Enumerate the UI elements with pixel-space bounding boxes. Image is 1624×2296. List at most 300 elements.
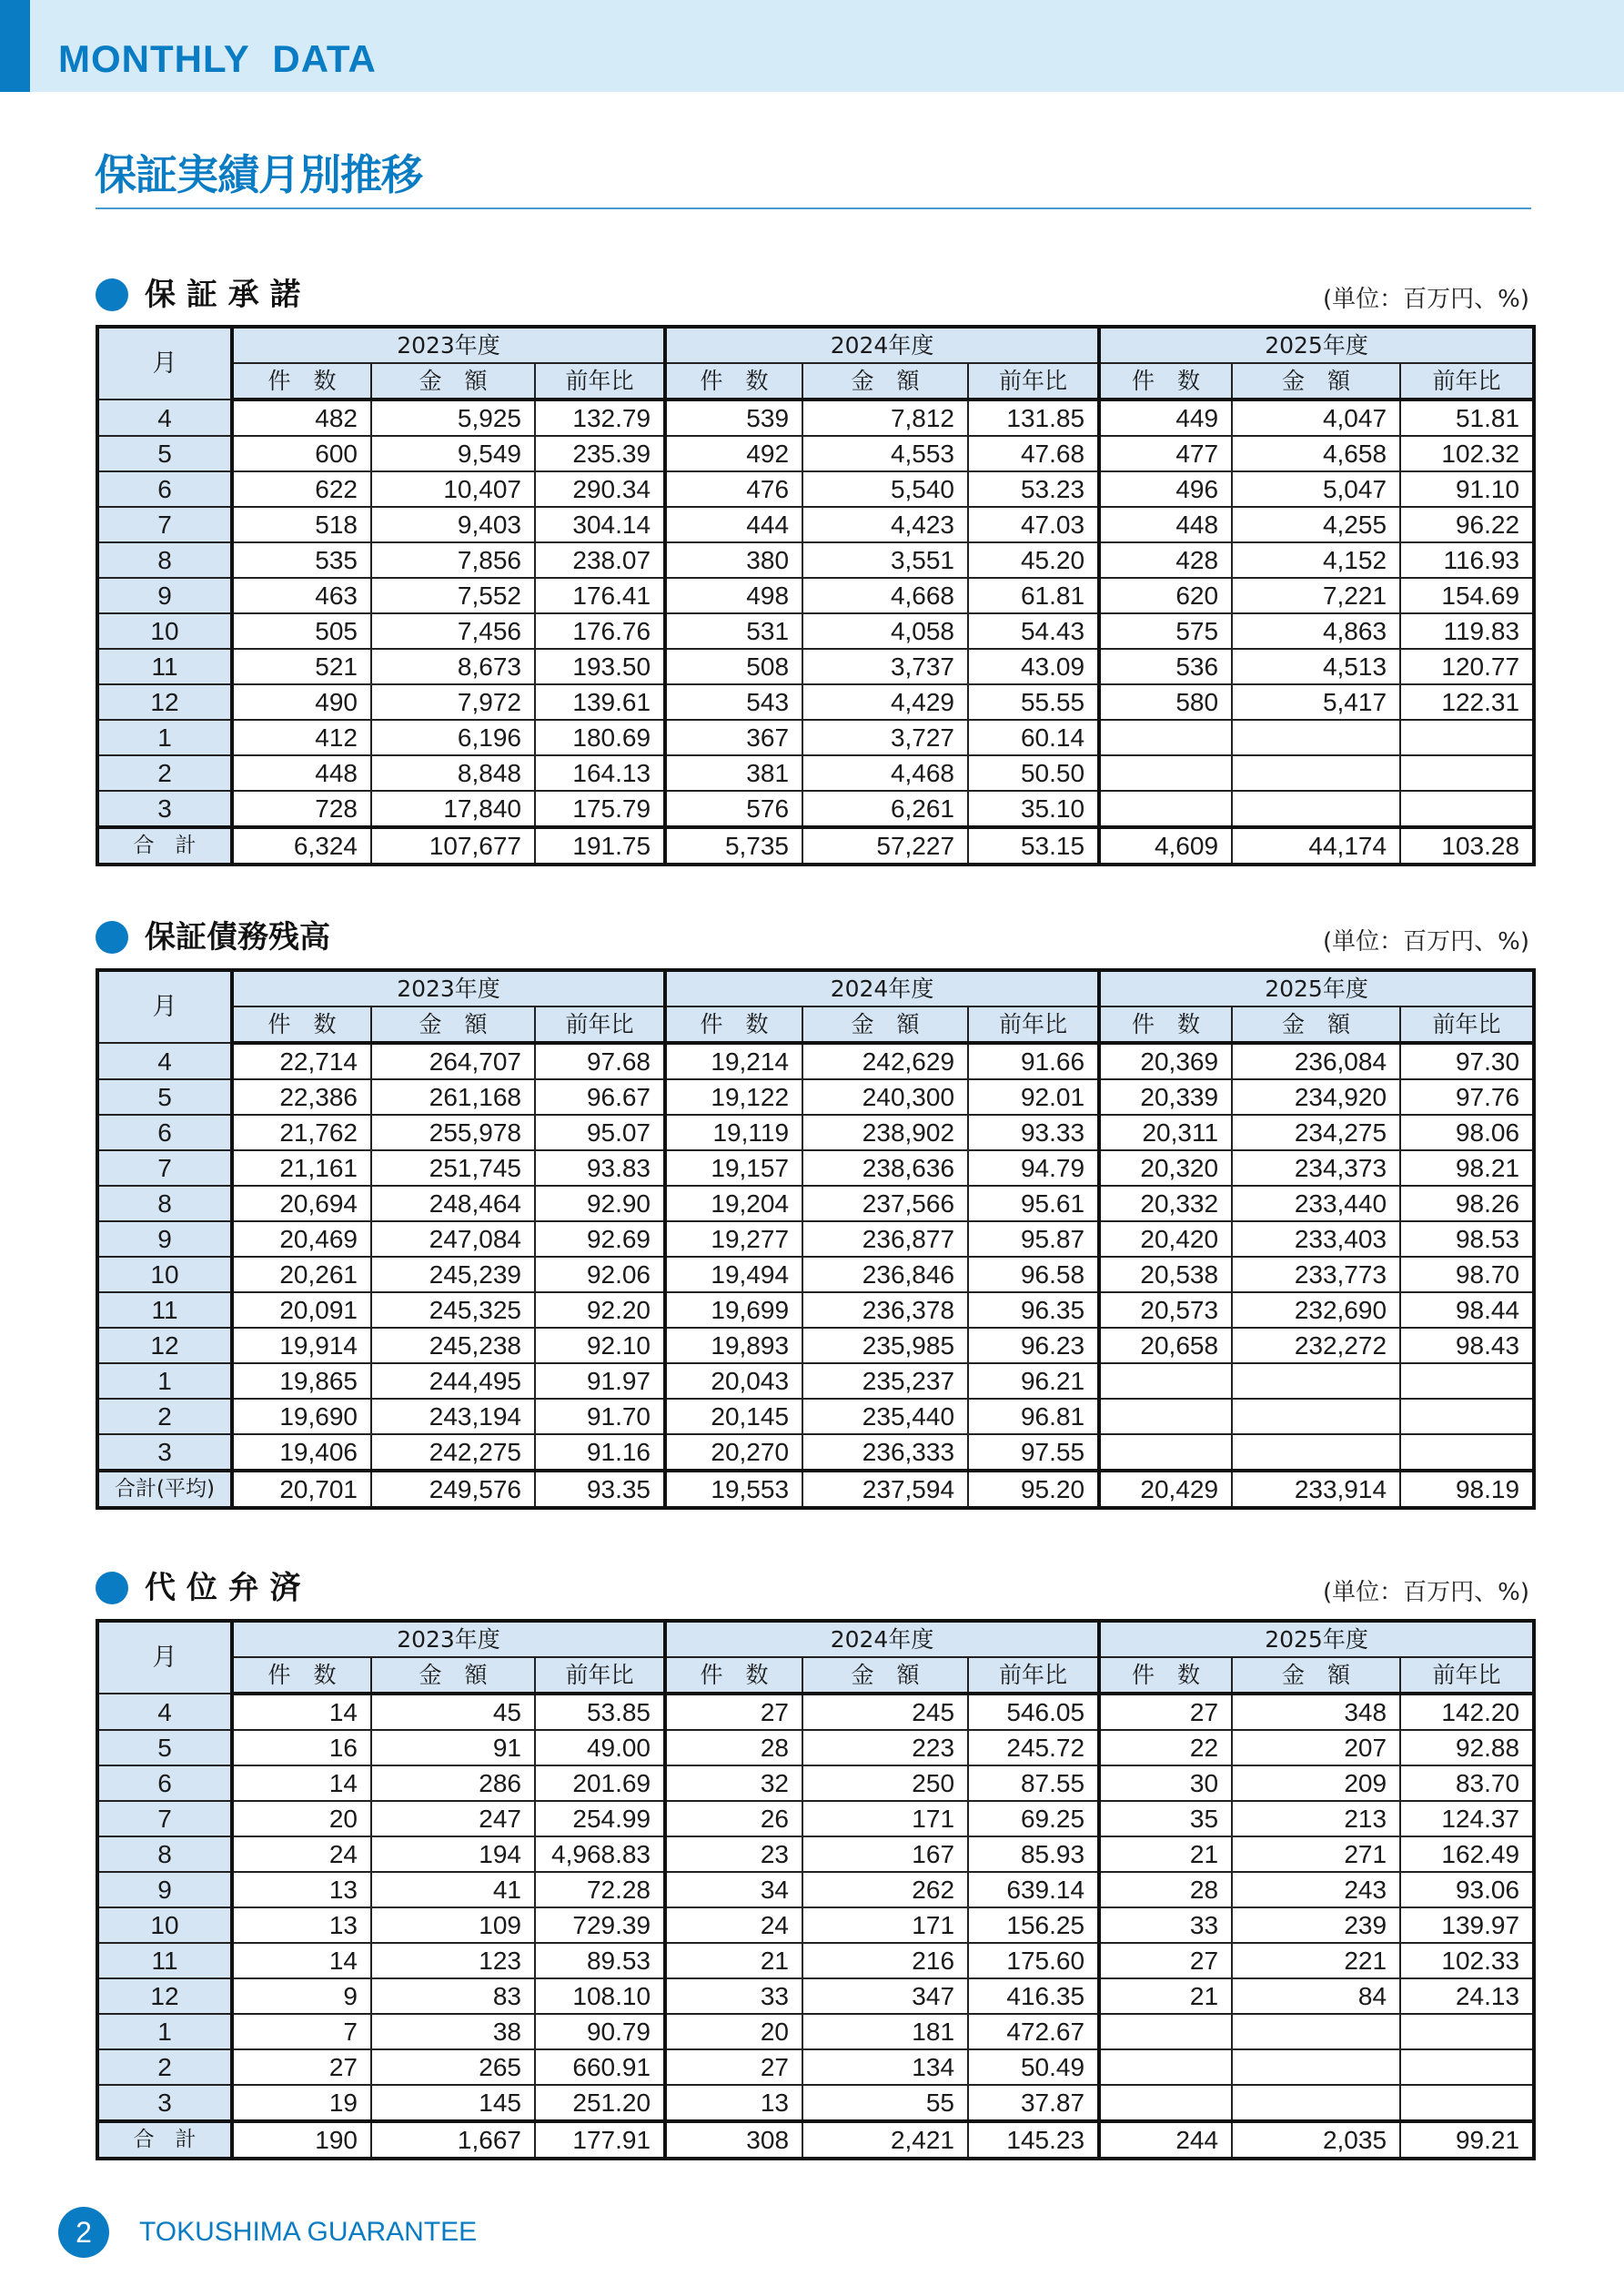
total-label: 合 計 bbox=[97, 2121, 232, 2159]
value-cell: 102.32 bbox=[1400, 436, 1534, 471]
total-value-cell: 99.21 bbox=[1400, 2121, 1534, 2159]
value-cell: 97.68 bbox=[535, 1043, 665, 1079]
value-cell: 20,270 bbox=[665, 1434, 802, 1471]
value-cell: 251.20 bbox=[535, 2085, 665, 2121]
value-cell: 238,902 bbox=[802, 1115, 968, 1150]
value-cell: 35.10 bbox=[968, 791, 1099, 827]
value-cell bbox=[1099, 720, 1232, 755]
table-row bbox=[97, 436, 1534, 471]
value-cell: 244,495 bbox=[371, 1363, 535, 1399]
value-cell: 27 bbox=[665, 2049, 802, 2085]
value-cell: 156.25 bbox=[968, 1907, 1099, 1943]
value-cell: 216 bbox=[802, 1943, 968, 1978]
value-cell: 69.25 bbox=[968, 1801, 1099, 1836]
year-header: 2023年度 bbox=[232, 1621, 665, 1657]
value-cell: 20,420 bbox=[1099, 1221, 1232, 1257]
value-cell: 176.76 bbox=[535, 613, 665, 649]
value-cell: 236,846 bbox=[802, 1257, 968, 1292]
value-cell: 120.77 bbox=[1400, 649, 1534, 684]
section-heading bbox=[96, 917, 330, 957]
table-row bbox=[97, 1694, 1534, 1730]
value-cell: 50.50 bbox=[968, 755, 1099, 791]
table-row bbox=[97, 1943, 1534, 1978]
value-cell: 171 bbox=[802, 1801, 968, 1836]
value-cell: 171 bbox=[802, 1907, 968, 1943]
year-header: 2025年度 bbox=[1099, 327, 1534, 363]
value-cell: 21 bbox=[1099, 1836, 1232, 1872]
value-cell: 729.39 bbox=[535, 1907, 665, 1943]
amount-header: 金 額 bbox=[371, 363, 535, 400]
value-cell: 600 bbox=[232, 436, 371, 471]
value-cell: 10,407 bbox=[371, 471, 535, 507]
value-cell: 380 bbox=[665, 542, 802, 578]
value-cell: 142.20 bbox=[1400, 1694, 1534, 1730]
table-row bbox=[97, 507, 1534, 542]
value-cell: 97.30 bbox=[1400, 1043, 1534, 1079]
value-cell: 238,636 bbox=[802, 1150, 968, 1186]
table-row bbox=[97, 1150, 1534, 1186]
month-cell: 7 bbox=[97, 507, 232, 542]
value-cell: 162.49 bbox=[1400, 1836, 1534, 1872]
value-cell: 7 bbox=[232, 2014, 371, 2049]
value-cell: 119.83 bbox=[1400, 613, 1534, 649]
month-cell: 9 bbox=[97, 1872, 232, 1907]
value-cell: 95.07 bbox=[535, 1115, 665, 1150]
value-cell: 132.79 bbox=[535, 400, 665, 436]
count-header: 件 数 bbox=[1099, 363, 1232, 400]
amount-header: 金 額 bbox=[1232, 1006, 1400, 1043]
total-label: 合 計 bbox=[97, 827, 232, 865]
value-cell: 347 bbox=[802, 1978, 968, 2014]
month-cell: 7 bbox=[97, 1801, 232, 1836]
value-cell: 9,403 bbox=[371, 507, 535, 542]
value-cell: 95.61 bbox=[968, 1186, 1099, 1221]
value-cell bbox=[1232, 2014, 1400, 2049]
value-cell bbox=[1099, 2049, 1232, 2085]
count-header: 件 数 bbox=[665, 1006, 802, 1043]
total-value-cell: 308 bbox=[665, 2121, 802, 2159]
value-cell: 477 bbox=[1099, 436, 1232, 471]
value-cell: 20 bbox=[232, 1801, 371, 1836]
value-cell: 201.69 bbox=[535, 1765, 665, 1801]
value-cell: 4,468 bbox=[802, 755, 968, 791]
value-cell: 5,925 bbox=[371, 400, 535, 436]
value-cell: 21 bbox=[665, 1943, 802, 1978]
table-row bbox=[97, 1872, 1534, 1907]
total-value-cell: 93.35 bbox=[535, 1471, 665, 1508]
value-cell: 92.01 bbox=[968, 1079, 1099, 1115]
value-cell: 207 bbox=[1232, 1730, 1400, 1765]
value-cell: 35 bbox=[1099, 1801, 1232, 1836]
value-cell: 91.97 bbox=[535, 1363, 665, 1399]
page-title: 保証実績月別推移 bbox=[95, 150, 422, 199]
value-cell: 33 bbox=[665, 1978, 802, 2014]
value-cell: 250 bbox=[802, 1765, 968, 1801]
value-cell: 22 bbox=[1099, 1730, 1232, 1765]
value-cell: 242,275 bbox=[371, 1434, 535, 1471]
table-row bbox=[97, 720, 1534, 755]
month-cell: 5 bbox=[97, 1079, 232, 1115]
total-value-cell: 2,421 bbox=[802, 2121, 968, 2159]
value-cell: 19,699 bbox=[665, 1292, 802, 1328]
value-cell: 236,333 bbox=[802, 1434, 968, 1471]
month-cell: 3 bbox=[97, 2085, 232, 2121]
table-row bbox=[97, 1257, 1534, 1292]
value-cell: 247,084 bbox=[371, 1221, 535, 1257]
value-cell: 254.99 bbox=[535, 1801, 665, 1836]
table-row bbox=[97, 1801, 1534, 1836]
value-cell: 234,920 bbox=[1232, 1079, 1400, 1115]
table-row bbox=[97, 1765, 1534, 1801]
value-cell: 14 bbox=[232, 1694, 371, 1730]
value-cell: 3,737 bbox=[802, 649, 968, 684]
value-cell: 19,157 bbox=[665, 1150, 802, 1186]
value-cell: 20,145 bbox=[665, 1399, 802, 1434]
value-cell: 213 bbox=[1232, 1801, 1400, 1836]
month-cell: 6 bbox=[97, 1115, 232, 1150]
month-cell: 4 bbox=[97, 1694, 232, 1730]
value-cell: 6,261 bbox=[802, 791, 968, 827]
value-cell: 251,745 bbox=[371, 1150, 535, 1186]
amount-header: 金 額 bbox=[371, 1006, 535, 1043]
month-column-header: 月 bbox=[97, 1621, 232, 1694]
value-cell: 84 bbox=[1232, 1978, 1400, 2014]
value-cell: 248,464 bbox=[371, 1186, 535, 1221]
value-cell: 546.05 bbox=[968, 1694, 1099, 1730]
value-cell: 518 bbox=[232, 507, 371, 542]
value-cell: 91.66 bbox=[968, 1043, 1099, 1079]
value-cell bbox=[1400, 720, 1534, 755]
value-cell: 34 bbox=[665, 1872, 802, 1907]
header-row-years bbox=[97, 327, 1534, 363]
value-cell: 19,406 bbox=[232, 1434, 371, 1471]
value-cell: 20,694 bbox=[232, 1186, 371, 1221]
value-cell: 14 bbox=[232, 1765, 371, 1801]
value-cell: 245 bbox=[802, 1694, 968, 1730]
total-value-cell: 20,429 bbox=[1099, 1471, 1232, 1508]
value-cell: 20,320 bbox=[1099, 1150, 1232, 1186]
amount-header: 金 額 bbox=[802, 1006, 968, 1043]
value-cell: 92.06 bbox=[535, 1257, 665, 1292]
value-cell: 175.60 bbox=[968, 1943, 1099, 1978]
value-cell: 91 bbox=[371, 1730, 535, 1765]
value-cell: 92.88 bbox=[1400, 1730, 1534, 1765]
table-row bbox=[97, 542, 1534, 578]
value-cell: 620 bbox=[1099, 578, 1232, 613]
value-cell: 232,690 bbox=[1232, 1292, 1400, 1328]
value-cell: 164.13 bbox=[535, 755, 665, 791]
value-cell: 242,629 bbox=[802, 1043, 968, 1079]
amount-header: 金 額 bbox=[1232, 363, 1400, 400]
value-cell: 728 bbox=[232, 791, 371, 827]
count-header: 件 数 bbox=[665, 363, 802, 400]
value-cell: 22,714 bbox=[232, 1043, 371, 1079]
value-cell: 61.81 bbox=[968, 578, 1099, 613]
value-cell: 93.33 bbox=[968, 1115, 1099, 1150]
value-cell: 444 bbox=[665, 507, 802, 542]
table-row bbox=[97, 755, 1534, 791]
value-cell: 96.58 bbox=[968, 1257, 1099, 1292]
month-column-header: 月 bbox=[97, 327, 232, 400]
value-cell: 239 bbox=[1232, 1907, 1400, 1943]
value-cell: 27 bbox=[232, 2049, 371, 2085]
value-cell: 94.79 bbox=[968, 1150, 1099, 1186]
value-cell bbox=[1232, 1434, 1400, 1471]
footer-brand: TOKUSHIMA GUARANTEE bbox=[139, 2217, 478, 2247]
value-cell: 24 bbox=[665, 1907, 802, 1943]
value-cell: 9,549 bbox=[371, 436, 535, 471]
total-value-cell: 98.19 bbox=[1400, 1471, 1534, 1508]
value-cell: 20 bbox=[665, 2014, 802, 2049]
value-cell: 72.28 bbox=[535, 1872, 665, 1907]
unit-label: (単位：百万円、%) bbox=[1323, 928, 1529, 956]
value-cell: 85.93 bbox=[968, 1836, 1099, 1872]
value-cell: 381 bbox=[665, 755, 802, 791]
year-header: 2025年度 bbox=[1099, 1621, 1534, 1657]
value-cell: 98.21 bbox=[1400, 1150, 1534, 1186]
value-cell bbox=[1099, 2085, 1232, 2121]
total-value-cell: 19,553 bbox=[665, 1471, 802, 1508]
count-header: 件 数 bbox=[665, 1657, 802, 1694]
month-cell: 5 bbox=[97, 1730, 232, 1765]
month-cell: 6 bbox=[97, 1765, 232, 1801]
yoy-ratio-header: 前年比 bbox=[535, 1657, 665, 1694]
value-cell: 7,552 bbox=[371, 578, 535, 613]
value-cell: 21,161 bbox=[232, 1150, 371, 1186]
value-cell: 4,047 bbox=[1232, 400, 1400, 436]
value-cell: 237,566 bbox=[802, 1186, 968, 1221]
value-cell: 482 bbox=[232, 400, 371, 436]
value-cell: 116.93 bbox=[1400, 542, 1534, 578]
table-row bbox=[97, 1730, 1534, 1765]
value-cell: 98.26 bbox=[1400, 1186, 1534, 1221]
month-cell: 11 bbox=[97, 649, 232, 684]
yoy-ratio-header: 前年比 bbox=[1400, 363, 1534, 400]
value-cell: 20,573 bbox=[1099, 1292, 1232, 1328]
table-row bbox=[97, 2049, 1534, 2085]
total-value-cell: 2,035 bbox=[1232, 2121, 1400, 2159]
value-cell: 13 bbox=[232, 1872, 371, 1907]
value-cell: 47.03 bbox=[968, 507, 1099, 542]
value-cell: 243,194 bbox=[371, 1399, 535, 1434]
value-cell: 139.97 bbox=[1400, 1907, 1534, 1943]
value-cell: 622 bbox=[232, 471, 371, 507]
value-cell: 19 bbox=[232, 2085, 371, 2121]
value-cell: 98.06 bbox=[1400, 1115, 1534, 1150]
value-cell: 235,985 bbox=[802, 1328, 968, 1363]
value-cell: 4,553 bbox=[802, 436, 968, 471]
value-cell: 235.39 bbox=[535, 436, 665, 471]
value-cell: 575 bbox=[1099, 613, 1232, 649]
value-cell: 367 bbox=[665, 720, 802, 755]
value-cell: 639.14 bbox=[968, 1872, 1099, 1907]
table-row bbox=[97, 2085, 1534, 2121]
value-cell: 38 bbox=[371, 2014, 535, 2049]
table-row bbox=[97, 613, 1534, 649]
section-heading bbox=[96, 1568, 301, 1608]
month-cell: 7 bbox=[97, 1150, 232, 1186]
total-value-cell: 177.91 bbox=[535, 2121, 665, 2159]
total-value-cell: 5,735 bbox=[665, 827, 802, 865]
total-value-cell: 95.20 bbox=[968, 1471, 1099, 1508]
value-cell: 19,214 bbox=[665, 1043, 802, 1079]
value-cell: 167 bbox=[802, 1836, 968, 1872]
table-row bbox=[97, 1292, 1534, 1328]
value-cell: 19,122 bbox=[665, 1079, 802, 1115]
value-cell: 19,119 bbox=[665, 1115, 802, 1150]
amount-header: 金 額 bbox=[802, 363, 968, 400]
value-cell: 4,658 bbox=[1232, 436, 1400, 471]
value-cell: 50.49 bbox=[968, 2049, 1099, 2085]
value-cell: 221 bbox=[1232, 1943, 1400, 1978]
table-row bbox=[97, 471, 1534, 507]
value-cell bbox=[1232, 755, 1400, 791]
value-cell: 93.83 bbox=[535, 1150, 665, 1186]
value-cell bbox=[1099, 2014, 1232, 2049]
value-cell: 19,494 bbox=[665, 1257, 802, 1292]
count-header: 件 数 bbox=[232, 1657, 371, 1694]
value-cell: 176.41 bbox=[535, 578, 665, 613]
value-cell: 209 bbox=[1232, 1765, 1400, 1801]
value-cell: 21,762 bbox=[232, 1115, 371, 1150]
month-cell: 3 bbox=[97, 791, 232, 827]
count-header: 件 数 bbox=[1099, 1006, 1232, 1043]
total-value-cell: 190 bbox=[232, 2121, 371, 2159]
value-cell: 265 bbox=[371, 2049, 535, 2085]
header-row-columns bbox=[97, 1006, 1534, 1043]
value-cell: 175.79 bbox=[535, 791, 665, 827]
header-row-years bbox=[97, 1621, 1534, 1657]
value-cell: 521 bbox=[232, 649, 371, 684]
value-cell: 51.81 bbox=[1400, 400, 1534, 436]
header-row-years bbox=[97, 970, 1534, 1006]
value-cell: 20,658 bbox=[1099, 1328, 1232, 1363]
month-cell: 4 bbox=[97, 1043, 232, 1079]
value-cell: 139.61 bbox=[535, 684, 665, 720]
value-cell: 13 bbox=[232, 1907, 371, 1943]
value-cell: 28 bbox=[1099, 1872, 1232, 1907]
value-cell: 122.31 bbox=[1400, 684, 1534, 720]
table-row bbox=[97, 1363, 1534, 1399]
value-cell: 233,440 bbox=[1232, 1186, 1400, 1221]
unit-label: (単位：百万円、%) bbox=[1323, 286, 1529, 313]
value-cell: 580 bbox=[1099, 684, 1232, 720]
bullet-dot-icon bbox=[96, 278, 128, 311]
yoy-ratio-header: 前年比 bbox=[535, 363, 665, 400]
value-cell: 4,058 bbox=[802, 613, 968, 649]
value-cell: 232,272 bbox=[1232, 1328, 1400, 1363]
value-cell: 234,373 bbox=[1232, 1150, 1400, 1186]
table-row bbox=[97, 1399, 1534, 1434]
value-cell bbox=[1400, 755, 1534, 791]
month-cell: 10 bbox=[97, 1257, 232, 1292]
table-row bbox=[97, 1079, 1534, 1115]
value-cell: 290.34 bbox=[535, 471, 665, 507]
section-title: 保 証 承 諾 bbox=[145, 277, 301, 313]
value-cell: 17,840 bbox=[371, 791, 535, 827]
value-cell bbox=[1232, 1399, 1400, 1434]
value-cell: 55 bbox=[802, 2085, 968, 2121]
value-cell: 91.70 bbox=[535, 1399, 665, 1434]
yoy-ratio-header: 前年比 bbox=[968, 1006, 1099, 1043]
value-cell: 193.50 bbox=[535, 649, 665, 684]
value-cell: 109 bbox=[371, 1907, 535, 1943]
value-cell: 14 bbox=[232, 1943, 371, 1978]
yoy-ratio-header: 前年比 bbox=[535, 1006, 665, 1043]
total-value-cell: 4,609 bbox=[1099, 827, 1232, 865]
value-cell: 236,084 bbox=[1232, 1043, 1400, 1079]
value-cell: 124.37 bbox=[1400, 1801, 1534, 1836]
value-cell bbox=[1400, 1399, 1534, 1434]
value-cell bbox=[1099, 1434, 1232, 1471]
value-cell: 262 bbox=[802, 1872, 968, 1907]
month-cell: 8 bbox=[97, 542, 232, 578]
value-cell: 7,972 bbox=[371, 684, 535, 720]
month-cell: 2 bbox=[97, 755, 232, 791]
table-row bbox=[97, 1115, 1534, 1150]
value-cell: 660.91 bbox=[535, 2049, 665, 2085]
value-cell: 20,538 bbox=[1099, 1257, 1232, 1292]
value-cell: 245,239 bbox=[371, 1257, 535, 1292]
value-cell: 245,325 bbox=[371, 1292, 535, 1328]
value-cell: 505 bbox=[232, 613, 371, 649]
table-row bbox=[97, 684, 1534, 720]
yoy-ratio-header: 前年比 bbox=[1400, 1006, 1534, 1043]
month-cell: 10 bbox=[97, 613, 232, 649]
value-cell: 286 bbox=[371, 1765, 535, 1801]
value-cell: 96.35 bbox=[968, 1292, 1099, 1328]
value-cell: 45 bbox=[371, 1694, 535, 1730]
value-cell: 6,196 bbox=[371, 720, 535, 755]
value-cell: 304.14 bbox=[535, 507, 665, 542]
value-cell: 472.67 bbox=[968, 2014, 1099, 2049]
value-cell: 3,727 bbox=[802, 720, 968, 755]
total-value-cell: 244 bbox=[1099, 2121, 1232, 2159]
value-cell: 20,091 bbox=[232, 1292, 371, 1328]
value-cell: 102.33 bbox=[1400, 1943, 1534, 1978]
value-cell: 96.22 bbox=[1400, 507, 1534, 542]
value-cell: 4,429 bbox=[802, 684, 968, 720]
value-cell: 21 bbox=[1099, 1978, 1232, 2014]
data-table bbox=[96, 968, 1536, 1510]
value-cell: 576 bbox=[665, 791, 802, 827]
value-cell: 20,332 bbox=[1099, 1186, 1232, 1221]
value-cell: 4,255 bbox=[1232, 507, 1400, 542]
value-cell: 247 bbox=[371, 1801, 535, 1836]
value-cell: 53.85 bbox=[535, 1694, 665, 1730]
value-cell: 240,300 bbox=[802, 1079, 968, 1115]
value-cell: 92.69 bbox=[535, 1221, 665, 1257]
table-row bbox=[97, 578, 1534, 613]
value-cell bbox=[1400, 1363, 1534, 1399]
total-value-cell: 20,701 bbox=[232, 1471, 371, 1508]
count-header: 件 数 bbox=[232, 363, 371, 400]
value-cell: 19,277 bbox=[665, 1221, 802, 1257]
value-cell: 95.87 bbox=[968, 1221, 1099, 1257]
total-row bbox=[97, 1471, 1534, 1508]
amount-header: 金 額 bbox=[802, 1657, 968, 1694]
value-cell: 27 bbox=[1099, 1943, 1232, 1978]
month-column-header: 月 bbox=[97, 970, 232, 1043]
value-cell: 123 bbox=[371, 1943, 535, 1978]
section-title: 代 位 弁 済 bbox=[145, 1570, 301, 1606]
value-cell: 96.21 bbox=[968, 1363, 1099, 1399]
value-cell: 96.23 bbox=[968, 1328, 1099, 1363]
value-cell bbox=[1232, 2085, 1400, 2121]
value-cell: 7,812 bbox=[802, 400, 968, 436]
value-cell: 97.76 bbox=[1400, 1079, 1534, 1115]
table-row bbox=[97, 1434, 1534, 1471]
